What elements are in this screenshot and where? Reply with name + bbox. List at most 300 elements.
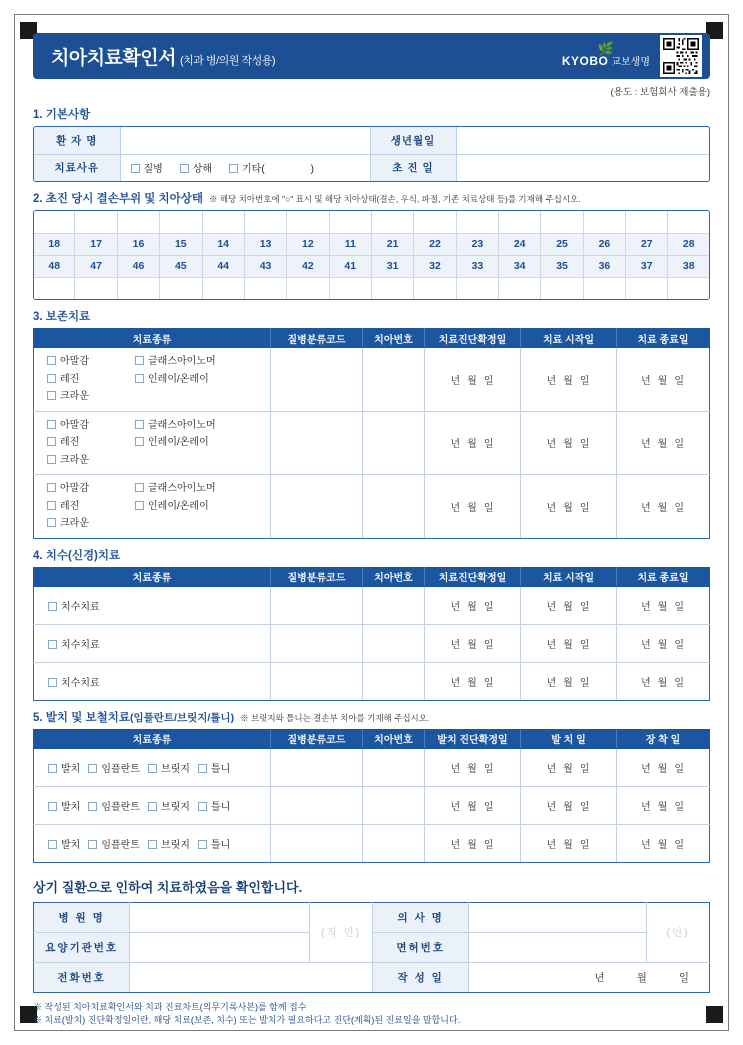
hospital-name-input[interactable] [130, 902, 310, 932]
column-header-treatment-type: 치료종류 [34, 729, 271, 748]
extraction-prosthetic-table [33, 729, 710, 863]
end-date-input[interactable] [617, 624, 710, 662]
checkbox-implant[interactable] [88, 760, 140, 775]
checkbox-icon[interactable] [47, 356, 56, 365]
start-date-input[interactable] [521, 348, 617, 412]
table-header-row [34, 729, 710, 748]
column-header-end-date: 치료 종료일 [617, 329, 710, 348]
unit-year: 년 [640, 763, 658, 775]
tooth-number-input[interactable] [363, 624, 425, 662]
column-header-tooth-number: 치아번호 [363, 567, 425, 586]
unit-month: 월 [636, 971, 649, 984]
qr-code-icon [660, 35, 702, 77]
patient-name-input[interactable] [120, 127, 370, 154]
disease-code-input[interactable] [271, 748, 363, 786]
unit-day: 일 [674, 375, 691, 387]
tooth-number-input[interactable] [363, 662, 425, 700]
table-row [34, 411, 710, 475]
checkbox-icon[interactable] [47, 501, 56, 510]
unit-day: 일 [483, 839, 501, 851]
label-first-visit: 초 진 일 [370, 154, 456, 181]
unit-month: 월 [563, 439, 580, 451]
treatment-type-options [34, 348, 271, 412]
disease-code-input[interactable] [271, 624, 363, 662]
diagnosis-date-input[interactable] [425, 662, 521, 700]
checkbox-inlay-onlay[interactable] [135, 434, 239, 452]
teeth-upper-blank-row [34, 211, 709, 233]
checkbox-icon[interactable] [47, 391, 56, 400]
checkbox-implant[interactable] [88, 836, 140, 851]
label-doctor-name: 의 사 명 [373, 902, 469, 932]
tooth-number: 35 [541, 255, 583, 277]
teeth-cell[interactable] [75, 211, 117, 233]
checkbox-icon[interactable] [135, 356, 144, 365]
checkbox-label: 발치 [61, 801, 81, 813]
section-4-title: 4. 치수(신경)치료 [33, 549, 121, 562]
tooth-number: 46 [117, 255, 159, 277]
tooth-number: 18 [34, 233, 75, 255]
table-row [34, 475, 710, 539]
phone-number-input[interactable] [130, 962, 373, 992]
checkbox-label: 임플란트 [101, 801, 140, 813]
checkbox-inlay-onlay[interactable] [135, 498, 239, 516]
teeth-cell[interactable] [202, 211, 244, 233]
diagnosis-date-input[interactable] [425, 411, 521, 475]
fitting-date-input[interactable] [617, 824, 710, 862]
checkbox-icon[interactable] [180, 164, 189, 173]
teeth-cell[interactable] [414, 211, 456, 233]
unit-day: 일 [579, 502, 597, 514]
teeth-cell[interactable] [34, 211, 75, 233]
extraction-date-input[interactable] [521, 824, 617, 862]
unit-day: 일 [674, 639, 691, 651]
checkbox-icon[interactable] [135, 483, 144, 492]
unit-year: 년 [450, 801, 468, 813]
checkbox-amalgam[interactable] [47, 353, 135, 371]
checkbox-icon[interactable] [148, 840, 157, 849]
disease-code-input[interactable] [271, 824, 363, 862]
checkbox-amalgam[interactable] [47, 480, 135, 498]
table-row [34, 586, 710, 624]
checkbox-label: 인레이/온레이 [148, 500, 209, 512]
tooth-number: 33 [456, 255, 498, 277]
treatment-reason-options [120, 154, 370, 181]
unit-day: 일 [579, 375, 597, 387]
checkbox-denture[interactable] [198, 798, 230, 813]
unit-month: 월 [657, 639, 675, 651]
tooth-number: 17 [75, 233, 117, 255]
teeth-cell[interactable] [626, 211, 668, 233]
teeth-cell[interactable] [583, 277, 625, 299]
checkbox-icon[interactable] [135, 374, 144, 383]
section-2-note: ※ 해당 치아번호에 "○" 표시 및 해당 치아상태(결손, 우식, 파절, 기존 치료상태 등)를 기재해 주십시오. [208, 194, 581, 204]
checkbox-label: 임플란트 [101, 839, 140, 851]
table-row [34, 624, 710, 662]
checkbox-icon[interactable] [48, 640, 57, 649]
label-hospital-name: 병 원 명 [34, 902, 130, 932]
unit-year: 년 [640, 801, 658, 813]
checkbox-icon[interactable] [198, 764, 207, 773]
section-5-note: ※ 브릿지와 틀니는 결손부 치아를 기재해 주십시오. [240, 712, 430, 723]
unit-year: 년 [450, 639, 468, 651]
checkbox-extraction[interactable] [48, 760, 80, 775]
qr-code-svg [663, 38, 699, 74]
checkbox-extraction[interactable] [48, 798, 80, 813]
checkbox-label: 틀니 [210, 801, 231, 813]
checkbox-label: 인레이/온레이 [148, 437, 209, 448]
checkbox-icon[interactable] [135, 501, 144, 510]
tooth-number: 47 [75, 255, 117, 277]
doctor-name-input[interactable] [469, 902, 647, 932]
checkbox-bridge[interactable] [148, 798, 190, 813]
column-header-disease-code: 질병분류코드 [271, 567, 363, 586]
checkbox-label: 아말감 [60, 356, 89, 367]
unit-year: 년 [450, 502, 468, 514]
checkbox-reason-injury[interactable] [180, 160, 212, 175]
treatment-type-options [34, 411, 271, 475]
unit-day: 일 [483, 502, 501, 514]
teeth-cell[interactable] [287, 277, 329, 299]
section-2-title [33, 190, 710, 206]
diagnosis-date-input[interactable] [425, 348, 521, 412]
checkbox-icon[interactable] [198, 840, 207, 849]
tooth-number: 38 [668, 255, 709, 277]
extraction-date-input[interactable] [521, 786, 617, 824]
footer-notes [33, 1001, 710, 1029]
tooth-number: 14 [202, 233, 244, 255]
basic-info-box [33, 126, 710, 182]
checkbox-icon[interactable] [48, 840, 57, 849]
teeth-cell[interactable] [75, 277, 117, 299]
tooth-number-input[interactable] [363, 586, 425, 624]
teeth-cell[interactable] [541, 211, 583, 233]
unit-day: 일 [483, 601, 501, 613]
disease-code-input[interactable] [271, 348, 363, 412]
checkbox-crown[interactable] [47, 515, 89, 533]
checkbox-icon[interactable] [88, 840, 97, 849]
teeth-cell[interactable] [456, 211, 498, 233]
checkbox-icon[interactable] [48, 764, 57, 773]
checkbox-label: 크라운 [60, 391, 89, 402]
checkbox-label: 상해 [192, 164, 213, 176]
teeth-cell[interactable] [117, 277, 159, 299]
checkbox-icon[interactable] [135, 437, 144, 446]
option-group [35, 349, 269, 410]
checkbox-glass-ionomer[interactable] [135, 417, 239, 435]
checkbox-icon[interactable] [47, 483, 56, 492]
unit-year: 년 [640, 601, 658, 613]
disease-code-input[interactable] [271, 411, 363, 475]
page-subtitle: (치과 병/의원 작성용) [179, 54, 275, 67]
teeth-table [34, 211, 709, 299]
unit-day: 일 [579, 839, 597, 851]
teeth-cell[interactable] [329, 277, 371, 299]
disease-code-input[interactable] [271, 786, 363, 824]
checkbox-icon[interactable] [48, 602, 57, 611]
checkbox-icon[interactable] [47, 455, 56, 464]
unit-month: 월 [657, 763, 675, 775]
checkbox-label: 아말감 [60, 419, 89, 431]
end-date-input[interactable] [617, 475, 710, 539]
unit-month: 월 [563, 839, 580, 851]
checkbox-label: 레진 [60, 437, 80, 448]
column-header-disease-code: 질병분류코드 [271, 729, 363, 748]
unit-year: 년 [640, 502, 658, 514]
checkbox-icon[interactable] [47, 374, 56, 383]
teeth-cell[interactable] [244, 277, 286, 299]
option-group [35, 476, 269, 537]
unit-month: 월 [563, 801, 580, 813]
teeth-cell[interactable] [329, 211, 371, 233]
teeth-cell[interactable] [668, 211, 709, 233]
section-5-title [33, 709, 710, 725]
checkbox-icon[interactable] [88, 802, 97, 811]
tooth-number: 44 [202, 255, 244, 277]
unit-day: 일 [483, 375, 501, 387]
table-row [34, 962, 710, 992]
unit-month: 월 [563, 375, 580, 387]
teeth-cell[interactable] [626, 277, 668, 299]
checkbox-label: 브릿지 [160, 839, 190, 851]
checkbox-label: 인레이/온레이 [148, 373, 209, 385]
checkbox-bridge[interactable] [148, 836, 190, 851]
unit-year: 년 [640, 839, 658, 851]
start-date-input[interactable] [521, 624, 617, 662]
unit-day: 일 [678, 971, 691, 984]
checkbox-denture[interactable] [198, 836, 230, 851]
header-right-group [562, 35, 702, 77]
brand-name-kr: 교보생명 [611, 56, 650, 68]
footer-note-1: ※ 작성된 치아치료확인서와 치과 진료차트(의무기록사본)를 함께 접수 [33, 1001, 307, 1012]
diagnosis-date-input[interactable] [425, 475, 521, 539]
checkbox-resin[interactable] [47, 498, 135, 516]
tooth-number: 42 [287, 255, 329, 277]
label-treatment-reason: 치료사유 [34, 154, 120, 181]
unit-month: 월 [467, 502, 484, 514]
checkbox-crown[interactable] [47, 452, 89, 470]
tooth-number: 25 [541, 233, 583, 255]
checkbox-label: 치수치료 [61, 601, 100, 613]
disease-code-input[interactable] [271, 586, 363, 624]
checkbox-label: 글래스아이노머 [148, 419, 216, 431]
tooth-number-input[interactable] [363, 348, 425, 412]
checkbox-icon[interactable] [229, 164, 238, 173]
teeth-cell[interactable] [244, 211, 286, 233]
tooth-number: 26 [583, 233, 625, 255]
confirmation-statement: 상기 질환으로 인하여 치료하였음을 확인합니다. [33, 879, 303, 895]
tooth-number-input[interactable] [363, 824, 425, 862]
checkbox-icon[interactable] [47, 437, 56, 446]
unit-month: 월 [467, 763, 484, 775]
checkbox-icon[interactable] [148, 764, 157, 773]
pulp-treatment-table [33, 567, 710, 701]
checkbox-label: 기타( [242, 164, 265, 176]
unit-day: 일 [579, 639, 597, 651]
unit-year: 년 [546, 839, 564, 851]
fitting-date-input[interactable] [617, 748, 710, 786]
column-header-start-date: 치료 시작일 [521, 567, 617, 586]
diagnosis-date-input[interactable] [425, 786, 521, 824]
tooth-number: 28 [668, 233, 709, 255]
teeth-cell[interactable] [160, 211, 202, 233]
table-row [34, 154, 709, 181]
column-header-diagnosis-date: 치료진단확정일 [425, 329, 521, 348]
teeth-cell[interactable] [499, 277, 541, 299]
checkbox-label: 틀니 [210, 763, 231, 775]
unit-day: 일 [483, 439, 501, 451]
section-3-title: 3. 보존치료 [33, 311, 91, 323]
end-date-input[interactable] [617, 662, 710, 700]
label-phone-number: 전화번호 [34, 962, 130, 992]
teeth-cell[interactable] [371, 211, 413, 233]
teeth-cell[interactable] [414, 277, 456, 299]
checkbox-icon[interactable] [48, 678, 57, 687]
checkbox-icon[interactable] [135, 420, 144, 429]
unit-day: 일 [579, 763, 597, 775]
table-row [34, 902, 710, 932]
checkbox-label: 치수치료 [61, 639, 100, 651]
treatment-type-options [34, 475, 271, 539]
unit-month: 월 [467, 801, 484, 813]
checkbox-label: 글래스아이노머 [148, 356, 216, 367]
tooth-number-input[interactable] [363, 786, 425, 824]
teeth-cell[interactable] [287, 211, 329, 233]
checkbox-reason-disease[interactable] [131, 160, 163, 175]
license-number-input[interactable] [469, 932, 647, 962]
tooth-number: 24 [499, 233, 541, 255]
checkbox-pulp-treatment[interactable] [34, 586, 271, 624]
teeth-cell[interactable] [160, 277, 202, 299]
tooth-number: 32 [414, 255, 456, 277]
unit-month: 월 [467, 677, 484, 689]
checkbox-resin[interactable] [47, 434, 135, 452]
first-visit-input[interactable] [456, 154, 709, 181]
checkbox-icon[interactable] [198, 802, 207, 811]
start-date-input[interactable] [521, 662, 617, 700]
prosthetic-options [34, 748, 271, 786]
table-row [34, 748, 710, 786]
checkbox-icon[interactable] [47, 518, 56, 527]
table-row [34, 127, 709, 154]
checkbox-bridge[interactable] [148, 760, 190, 775]
birthdate-input[interactable] [456, 127, 709, 154]
unit-day: 일 [579, 677, 597, 689]
unit-day: 일 [674, 601, 691, 613]
institution-number-input[interactable] [130, 932, 310, 962]
teeth-cell[interactable] [371, 277, 413, 299]
tooth-number-input[interactable] [363, 748, 425, 786]
paren-close: ) [310, 164, 314, 176]
teeth-cell[interactable] [499, 211, 541, 233]
checkbox-label: 틀니 [210, 839, 231, 851]
unit-day: 일 [483, 801, 501, 813]
unit-day: 일 [483, 677, 501, 689]
section-5-title-text: 5. 발치 및 보철치료 [33, 711, 130, 724]
checkbox-denture[interactable] [198, 760, 230, 775]
start-date-input[interactable] [521, 475, 617, 539]
label-patient-name: 환 자 명 [34, 127, 120, 154]
checkbox-icon[interactable] [148, 802, 157, 811]
unit-year: 년 [546, 639, 564, 651]
teeth-cell[interactable] [117, 211, 159, 233]
label-written-date: 작 성 일 [373, 962, 469, 992]
option-group [35, 413, 269, 474]
end-date-input[interactable] [617, 348, 710, 412]
tooth-number: 48 [34, 255, 75, 277]
teeth-cell[interactable] [202, 277, 244, 299]
tooth-number: 23 [456, 233, 498, 255]
checkbox-icon[interactable] [48, 802, 57, 811]
unit-year: 년 [640, 375, 658, 387]
unit-month: 월 [657, 439, 675, 451]
table-row [34, 786, 710, 824]
unit-day: 일 [674, 677, 691, 689]
checkbox-icon[interactable] [131, 164, 140, 173]
written-date-input[interactable] [469, 962, 710, 992]
teeth-cell[interactable] [541, 277, 583, 299]
checkbox-glass-ionomer[interactable] [135, 353, 239, 371]
teeth-cell[interactable] [34, 277, 75, 299]
unit-day: 일 [579, 801, 597, 813]
checkbox-pulp-treatment[interactable] [34, 624, 271, 662]
checkbox-reason-other[interactable] [229, 160, 314, 175]
teeth-cell[interactable] [668, 277, 709, 299]
fitting-date-input[interactable] [617, 786, 710, 824]
unit-year: 년 [546, 439, 564, 451]
checkbox-glass-ionomer[interactable] [135, 480, 239, 498]
tooth-number-input[interactable] [363, 475, 425, 539]
disease-code-input[interactable] [271, 662, 363, 700]
end-date-input[interactable] [617, 586, 710, 624]
end-date-input[interactable] [617, 411, 710, 475]
teeth-cell[interactable] [583, 211, 625, 233]
hospital-seal-area: (직 인) [310, 902, 373, 962]
start-date-input[interactable] [521, 411, 617, 475]
checkbox-pulp-treatment[interactable] [34, 662, 271, 700]
unit-month: 월 [563, 639, 580, 651]
page-title: 치아치료확인서 [51, 47, 176, 69]
unit-month: 월 [657, 375, 675, 387]
diagnosis-date-input[interactable] [425, 824, 521, 862]
unit-day: 일 [674, 801, 691, 813]
checkbox-crown[interactable] [47, 388, 89, 406]
kyobo-logo [561, 40, 650, 69]
diagnosis-date-input[interactable] [425, 624, 521, 662]
unit-year: 년 [594, 971, 607, 984]
column-header-diagnosis-date: 발치 진단확정일 [425, 729, 521, 748]
tooth-number-input[interactable] [363, 411, 425, 475]
checkbox-icon[interactable] [47, 420, 56, 429]
teeth-cell[interactable] [456, 277, 498, 299]
unit-year: 년 [450, 677, 468, 689]
start-date-input[interactable] [521, 586, 617, 624]
checkbox-label: 아말감 [60, 483, 89, 494]
disease-code-input[interactable] [271, 475, 363, 539]
checkbox-resin[interactable] [47, 371, 135, 389]
checkbox-inlay-onlay[interactable] [135, 371, 239, 389]
diagnosis-date-input[interactable] [425, 586, 521, 624]
checkbox-icon[interactable] [88, 764, 97, 773]
unit-year: 년 [546, 601, 564, 613]
basic-info-table [34, 127, 709, 181]
extraction-date-input[interactable] [521, 748, 617, 786]
diagnosis-date-input[interactable] [425, 748, 521, 786]
checkbox-amalgam[interactable] [47, 417, 135, 435]
checkbox-implant[interactable] [88, 798, 140, 813]
checkbox-extraction[interactable] [48, 836, 80, 851]
unit-month: 월 [467, 375, 484, 387]
teeth-number-row-upper [34, 233, 709, 255]
